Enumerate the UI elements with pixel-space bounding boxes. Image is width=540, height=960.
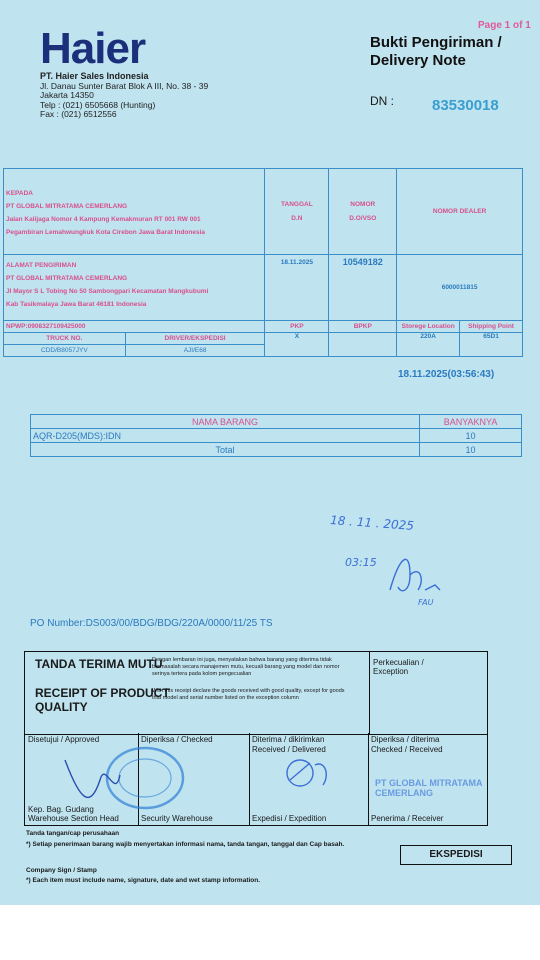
- items-table: [30, 414, 522, 457]
- receiver-company-stamp: PT GLOBAL MITRATAMA CEMERLANG: [375, 778, 483, 798]
- company-info: [40, 72, 208, 120]
- nomor-value: 10549182: [329, 255, 397, 321]
- footnote-sign-id: Tanda tangan/cap perusahaan: [26, 830, 120, 837]
- handwritten-signature: [380, 545, 450, 615]
- company-name: PT. Haier Sales Indonesia: [40, 71, 149, 81]
- exception-label: [373, 658, 424, 676]
- nomor-sub: D.O/VSO: [349, 214, 377, 222]
- receipt-heading-id: TANDA TERIMA MUTU: [35, 657, 163, 671]
- background-surface: [0, 905, 540, 960]
- pkp-value: X: [265, 333, 329, 357]
- page-indicator: Page 1 of 1: [478, 20, 531, 31]
- print-timestamp: 18.11.2025(03:56:43): [398, 369, 495, 380]
- tanggal-header: [265, 169, 329, 255]
- driver-label: DRIVER/EKSPEDISI: [125, 333, 265, 345]
- expedition-signature: [275, 755, 345, 795]
- footnote-sign-en: Company Sign / Stamp: [26, 867, 97, 874]
- approved-label: Disetujui / Approved: [28, 735, 100, 744]
- exception-label-2: Exception: [373, 667, 409, 676]
- checked-label: Diperiksa / Checked: [141, 735, 213, 744]
- tanggal-value: 18.11.2025: [265, 255, 329, 321]
- item-qty: 10: [420, 429, 522, 443]
- pkp-label: PKP: [265, 321, 329, 333]
- nomor-header: [329, 169, 397, 255]
- received-label-2: Checked / Received: [371, 744, 443, 754]
- kepada-address-1: Jalan Kalijaga Nomor 4 Kampung Kemakmuran RT 001 RW 001: [6, 216, 201, 223]
- haier-logo: Haier: [40, 24, 146, 73]
- dn-label: DN :: [370, 94, 394, 108]
- alamat-address-2: Kab Tasikmalaya Jawa Barat 46181 Indonesia: [6, 301, 147, 308]
- receipt-heading-en: [35, 686, 170, 714]
- kepada-name: PT GLOBAL MITRATAMA CEMERLANG: [6, 203, 128, 210]
- kepada-label: KEPADA: [6, 190, 33, 197]
- received-label-1: Diperiksa / diterima: [371, 735, 440, 744]
- company-fax: Fax : (021) 6512556: [40, 109, 117, 119]
- tanggal-label: TANGGAL: [281, 200, 313, 208]
- npwp: NPWP:0908327109425000: [4, 321, 265, 333]
- receipt-text-en: With this receipt declare the goods received with good quality, except for goods that model and serial number listed on the exception column: [152, 688, 345, 701]
- footnote-rule-id: *) Setiap penerimaan barang wajib menyertakan informasi nama, tanda tangan, tanggal dan Cap basah.: [26, 841, 345, 848]
- nomor-label: NOMOR: [350, 200, 376, 208]
- item-name: AQR-D205(MDS):IDN: [31, 429, 420, 443]
- alamat-label: ALAMAT PENGIRIMAN: [6, 262, 77, 269]
- document-title: [370, 34, 502, 70]
- warehouse-stamp: [60, 740, 190, 820]
- delivered-label-2: Received / Delivered: [252, 744, 326, 754]
- truck-value: CDD/B8057JYV: [4, 345, 126, 357]
- receipt-text-id: Dengan lembaran ini juga, menyatakan bahwa barang yang diterima tidak bermasalah secara manajemen mutu, kecuali barang yang model dan nomor serinya tertera pada kolom pengecualian: [152, 657, 340, 677]
- title-line-1: Bukti Pengiriman /: [370, 34, 502, 51]
- expedition-label: Expedisi / Expedition: [252, 814, 327, 823]
- storage-value: 220A: [397, 333, 460, 357]
- dealer-value: 6000011815: [397, 255, 523, 321]
- po-number: PO Number:DS003/00/BDG/BDG/220A/0000/11/25 TS: [30, 618, 273, 629]
- bpkp-value: [329, 333, 397, 357]
- company-telp: Telp : (021) 6505668 (Hunting): [40, 99, 156, 110]
- footnote-rule-en: *) Each item must include name, signature, date and wet stamp information.: [26, 877, 261, 884]
- receipt-heading-en-2: QUALITY: [35, 700, 88, 714]
- receipt-divider: [369, 652, 370, 734]
- kepada-cell: [4, 169, 265, 255]
- exception-label-1: Perkecualian /: [373, 658, 424, 667]
- alamat-cell: [4, 255, 265, 321]
- receipt-heading-en-1: RECEIPT OF PRODUCT: [35, 686, 170, 700]
- kepada-address-2: Pegambiran Lemahwungkuk Kota Cirebon Jawa Barat Indonesia: [6, 229, 206, 236]
- dealer-label: NOMOR DEALER: [397, 169, 523, 255]
- shipment-info-table: [3, 168, 523, 357]
- handwritten-date: 18 . 11 . 2025: [329, 513, 415, 533]
- alamat-name: PT GLOBAL MITRATAMA CEMERLANG: [6, 275, 128, 282]
- received-label: [371, 735, 443, 754]
- tanggal-sub: D.N: [291, 214, 303, 222]
- delivered-label-1: Diterima / dikirimkan: [252, 735, 325, 744]
- shipping-value: 65D1: [460, 333, 523, 357]
- title-line-2: Delivery Note: [370, 52, 466, 69]
- bpkp-label: BPKP: [329, 321, 397, 333]
- receiver-label: Penerima / Receiver: [371, 814, 444, 823]
- warehouse-head-label-1: Kep. Bag. Gudang: [28, 805, 94, 814]
- col-banyaknya: BANYAKNYA: [420, 415, 522, 429]
- handwritten-name: FAU: [418, 598, 434, 607]
- storage-label: Storege Location: [397, 321, 460, 333]
- dn-number: 83530018: [432, 97, 499, 114]
- delivered-label: [252, 735, 326, 754]
- alamat-address-1: Jl Mayor S L Tobing No 50 Sambongpari Kecamatan Mangkubumi: [6, 288, 209, 295]
- truck-label: TRUCK NO.: [4, 333, 126, 345]
- shipping-label: Shipping Point: [460, 321, 523, 333]
- warehouse-head-label-2: Warehouse Section Head: [28, 814, 119, 823]
- company-address-2: Jakarta 14350: [40, 90, 94, 100]
- security-warehouse-label: Security Warehouse: [141, 814, 213, 823]
- handwritten-time: 03:15: [345, 556, 377, 569]
- total-value: 10: [420, 443, 522, 457]
- total-label: Total: [31, 443, 420, 457]
- col-nama-barang: NAMA BARANG: [31, 415, 420, 429]
- table-row: [31, 429, 522, 443]
- company-address-1: Jl. Danau Sunter Barat Blok A III, No. 38 - 39: [40, 80, 209, 91]
- driver-value: AJI/E68: [125, 345, 265, 357]
- receipt-box: [24, 651, 488, 735]
- ekspedisi-label: EKSPEDISI: [400, 845, 512, 865]
